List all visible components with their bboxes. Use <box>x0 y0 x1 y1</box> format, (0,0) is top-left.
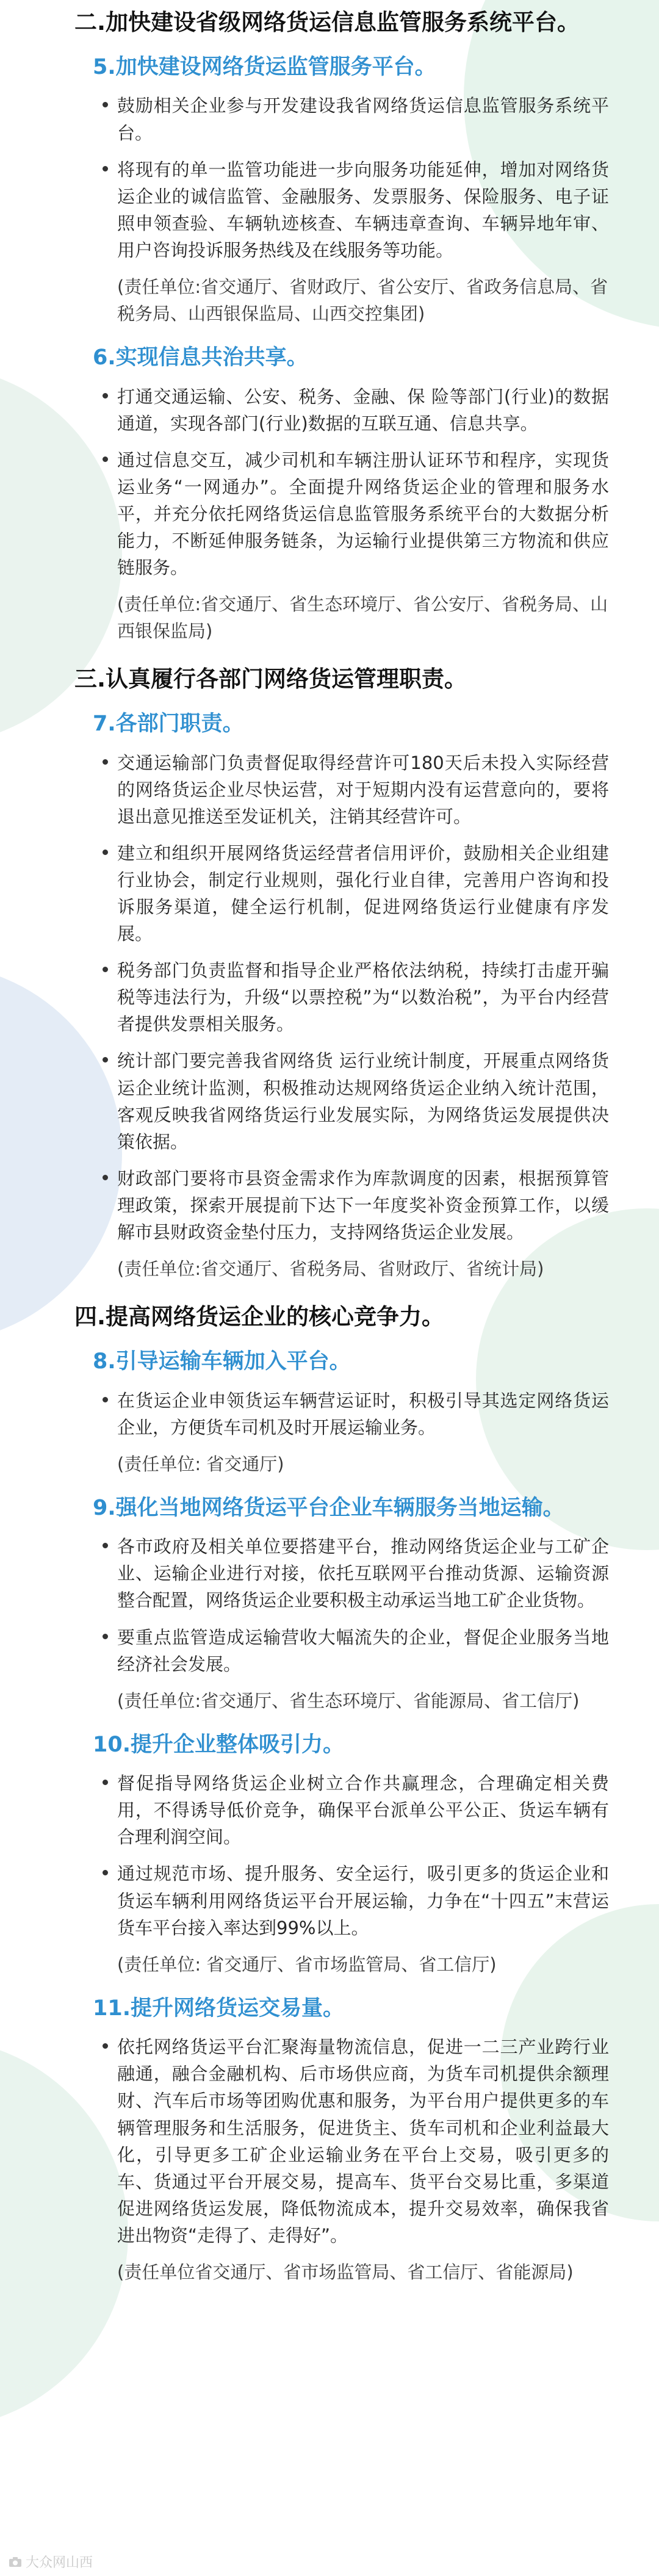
section-heading: 二.加快建设省级网络货运信息监管服务系统平台。 <box>74 9 580 35</box>
bullet-item: 通过信息交互，减少司机和车辆注册认证环节和程序，实现货运业务“一网通办”。全面提升网络货运企业的管理和服务水平，并充分依托网络货运信息监管服务系统平台的大数据分析能力，不断延伸服务链条，为运输行业提供第三方物流和供应链服务。 <box>104 447 609 581</box>
responsibility-note: (责任单位:省交通厅、省生态环境厅、省能源局、省工信厅) <box>117 1690 580 1711</box>
responsibility-note: (责任单位: 省交通厅、省市场监管局、省工信厅) <box>117 1954 497 1975</box>
subsection-heading: 5.加快建设网络货运监管服务平台。 <box>93 54 436 79</box>
bullet-item: 依托网络货运平台汇聚海量物流信息，促进一二三产业跨行业融通，融合金融机构、后市场供应商，为货车司机提供余额理财、汽车后市场等团购优惠和服务，为平台用户提供更多的车辆管理服务和生活服务，促进货主、货车司机和企业利益最大化，引导更多工矿企业运输业务在平台上交易，吸引更多的车、货通过平台开展交易，提高车、货平台交易比重，多渠道促进网络货运发展，降低物流成本，提升交易效率，确保我省进出物资“走得了、走得好”。 <box>104 2033 609 2249</box>
responsibility-note: (责任单位:省交通厅、省生态环境厅、省公安厅、省税务局、山西银保监局) <box>117 594 608 642</box>
camera-icon <box>9 2556 22 2567</box>
subsection-heading: 8.引导运输车辆加入平台。 <box>93 1349 351 1374</box>
bullet-item: 交通运输部门负责督促取得经营许可180天后未投入实际经营的网络货运企业尽快运营，对于短期内没有运营意向的，要将退出意见推送至发证机关，注销其经营许可。 <box>104 749 609 830</box>
subsection-heading: 9.强化当地网络货运平台企业车辆服务当地运输。 <box>93 1495 564 1520</box>
bullet-item: 督促指导网络货运企业树立合作共赢理念，合理确定相关费用，不得诱导低价竞争，确保平台派单公平公正、货运车辆有合理利润空间。 <box>104 1770 609 1850</box>
responsibility-note: (责任单位:省交通厅、省税务局、省财政厅、省统计局) <box>117 1258 544 1280</box>
bullet-item: 通过规范市场、提升服务、安全运行，吸引更多的货运企业和货运车辆利用网络货运平台开展运输，力争在“十四五”末营运货车平台接入率达到99%以上。 <box>104 1860 609 1941</box>
bullet-item: 鼓励相关企业参与开发建设我省网络货运信息监管服务系统平台。 <box>104 92 609 146</box>
subsection-heading: 11.提升网络货运交易量。 <box>93 1996 345 2021</box>
bullet-item: 税务部门负责监督和指导企业严格依法纳税，持续打击虚开骗税等违法行为，升级“以票控税”为“以数治税”，为平台内经营者提供发票相关服务。 <box>104 957 609 1037</box>
responsibility-note: (责任单位: 省交通厅) <box>117 1453 284 1474</box>
responsibility-note: (责任单位省交通厅、省市场监管局、省工信厅、省能源局) <box>117 2261 574 2282</box>
bullet-item: 在货运企业申领货运车辆营运证时，积极引导其选定网络货运企业，方便货车司机及时开展运输业务。 <box>104 1387 609 1441</box>
bullet-item: 打通交通运输、公安、税务、金融、保 险等部门(行业)的数据通道，实现各部门(行业)数据的互联互通、信息共享。 <box>104 383 609 437</box>
section-heading: 四.提高网络货运企业的核心竞争力。 <box>74 1304 445 1330</box>
bullet-item: 要重点监管造成运输营收大幅流失的企业，督促企业服务当地经济社会发展。 <box>104 1624 609 1678</box>
subsection-heading: 6.实现信息共治共享。 <box>93 345 308 370</box>
watermark <box>9 2552 93 2571</box>
subsection-heading: 10.提升企业整体吸引力。 <box>93 1732 345 1757</box>
bullet-item: 建立和组织开展网络货运经营者信用评价，鼓励相关企业组建行业协会，制定行业规则，强化行业自律，完善用户咨询和投诉服务渠道，健全运行机制，促进网络货运行业健康有序发展。 <box>104 840 609 947</box>
watermark-text: 大众网山西 <box>26 2555 93 2571</box>
bullet-item: 将现有的单一监管功能进一步向服务功能延伸，增加对网络货运企业的诚信监管、金融服务、发票服务、保险服务、电子证照申领查验、车辆轨迹核查、车辆违章查询、车辆异地年审、用户咨询投诉服务热线及在线服务等功能。 <box>104 156 609 264</box>
bullet-item: 各市政府及相关单位要搭建平台，推动网络货运企业与工矿企业、运输企业进行对接，依托互联网平台推动货源、运输资源整合配置，网络货运企业要积极主动承运当地工矿企业货物。 <box>104 1533 609 1614</box>
responsibility-note: (责任单位:省交通厅、省财政厅、省公安厅、省政务信息局、省税务局、山西银保监局、山西交控集团) <box>117 276 608 324</box>
subsection-heading: 7.各部门职责。 <box>93 712 244 737</box>
section-heading: 三.认真履行各部门网络货运管理职责。 <box>74 666 467 693</box>
bullet-item: 统计部门要完善我省网络货 运行业统计制度，开展重点网络货运企业统计监测，积极推动达规网络货运企业纳入统计范围，客观反映我省网络货运行业发展实际，为网络货运发展提供决策依据。 <box>104 1047 609 1155</box>
bullet-item: 财政部门要将市县资金需求作为库款调度的因素，根据预算管理政策，探索开展提前下达下一年度奖补资金预算工作，以缓解市县财政资金垫付压力，支持网络货运企业发展。 <box>104 1165 609 1246</box>
